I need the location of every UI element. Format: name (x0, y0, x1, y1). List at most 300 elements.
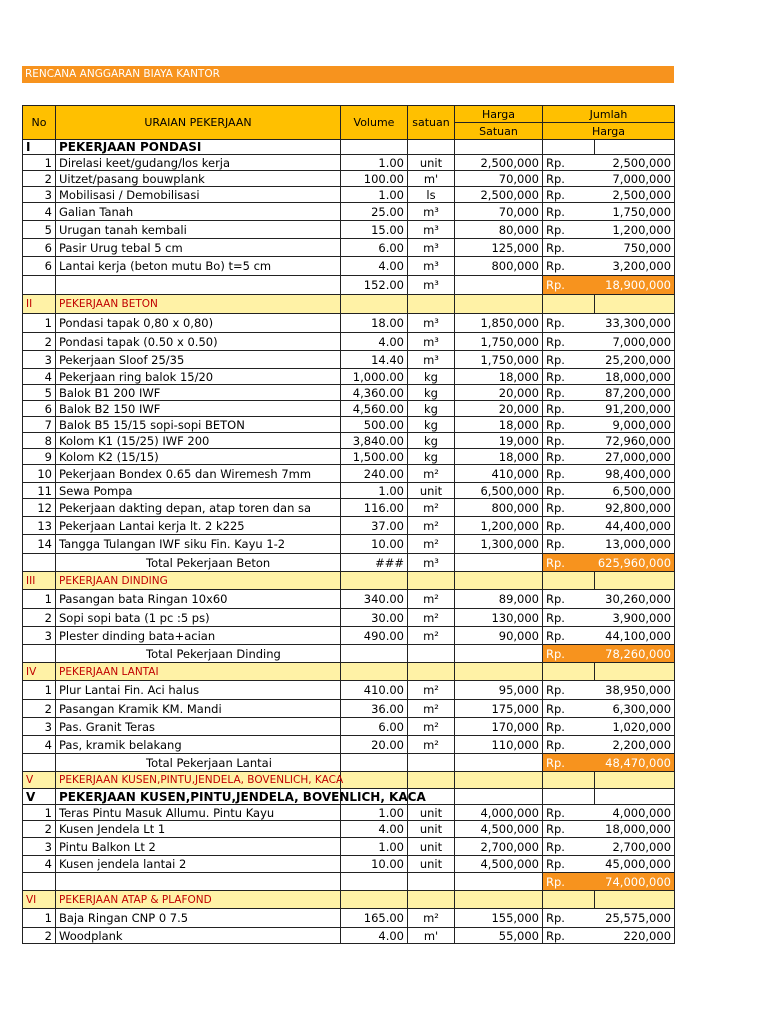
item-amount[interactable]: 6,500,000 (595, 483, 675, 499)
header-volume[interactable]: Volume (341, 106, 408, 140)
item-unit[interactable]: kg (408, 369, 455, 385)
section-number[interactable]: V (23, 789, 56, 805)
total-rp[interactable]: Rp. (543, 554, 595, 572)
section-title[interactable]: PEKERJAAN LANTAI (56, 663, 341, 681)
item-amount[interactable]: 18,000,000 (595, 369, 675, 385)
item-currency[interactable]: Rp. (543, 351, 595, 369)
total-label[interactable]: Total Pekerjaan Beton (56, 554, 341, 572)
item-amount[interactable]: 72,960,000 (595, 433, 675, 449)
total-volume[interactable] (341, 873, 408, 891)
item-number[interactable]: 7 (23, 417, 56, 433)
item-number[interactable]: 2 (23, 333, 56, 351)
cell-jumlah[interactable] (595, 140, 675, 155)
item-unit-price[interactable]: 2,500,000 (455, 187, 543, 203)
total-satuan[interactable] (408, 873, 455, 891)
item-number[interactable]: 13 (23, 517, 56, 535)
item-description[interactable]: Mobilisasi / Demobilisasi (56, 187, 341, 203)
item-amount[interactable]: 220,000 (595, 928, 675, 944)
item-number[interactable]: 3 (23, 838, 56, 856)
item-number[interactable]: 1 (23, 314, 56, 333)
item-unit[interactable]: unit (408, 155, 455, 171)
section-title[interactable]: PEKERJAAN KUSEN,PINTU,JENDELA, BOVENLICH, KACA (56, 772, 341, 789)
item-description[interactable]: Direlasi keet/gudang/los kerja (56, 155, 341, 171)
section-title[interactable]: PEKERJAAN BETON (56, 295, 341, 314)
item-description[interactable]: Plur Lantai Fin. Aci halus (56, 681, 341, 700)
item-number[interactable]: 6 (23, 257, 56, 276)
item-description[interactable]: Plester dinding bata+acian (56, 627, 341, 645)
item-description[interactable]: Kolom K1 (15/25) IWF 200 (56, 433, 341, 449)
cell-harga[interactable] (455, 789, 543, 805)
cell-volume[interactable] (341, 663, 408, 681)
item-number[interactable]: 5 (23, 221, 56, 239)
item-volume[interactable]: 1.00 (341, 838, 408, 856)
item-unit-price[interactable]: 2,500,000 (455, 155, 543, 171)
item-amount[interactable]: 2,200,000 (595, 736, 675, 754)
item-volume[interactable]: 6.00 (341, 718, 408, 736)
item-amount[interactable]: 1,020,000 (595, 718, 675, 736)
item-unit-price[interactable]: 55,000 (455, 928, 543, 944)
item-unit-price[interactable]: 6,500,000 (455, 483, 543, 499)
item-unit-price[interactable]: 1,300,000 (455, 535, 543, 554)
cell-harga[interactable] (455, 645, 543, 663)
total-satuan[interactable]: m³ (408, 554, 455, 572)
item-currency[interactable]: Rp. (543, 821, 595, 838)
item-amount[interactable]: 18,000,000 (595, 821, 675, 838)
item-number[interactable]: 4 (23, 203, 56, 221)
item-amount[interactable]: 2,700,000 (595, 838, 675, 856)
item-description[interactable]: Pekerjaan dakting depan, atap toren dan sa (56, 499, 341, 517)
item-unit[interactable]: unit (408, 838, 455, 856)
item-unit-price[interactable]: 90,000 (455, 627, 543, 645)
item-unit-price[interactable]: 95,000 (455, 681, 543, 700)
item-amount[interactable]: 25,575,000 (595, 909, 675, 928)
cell-rp[interactable] (543, 295, 595, 314)
item-number[interactable]: 4 (23, 856, 56, 873)
item-amount[interactable]: 4,000,000 (595, 805, 675, 821)
item-volume[interactable]: 37.00 (341, 517, 408, 535)
cell-harga[interactable] (455, 572, 543, 590)
cell-satuan[interactable] (408, 140, 455, 155)
cell-satuan[interactable] (408, 891, 455, 909)
item-amount[interactable]: 92,800,000 (595, 499, 675, 517)
total-volume[interactable] (341, 645, 408, 663)
header-uraian[interactable]: URAIAN PEKERJAAN (56, 106, 341, 140)
item-number[interactable]: 11 (23, 483, 56, 499)
item-description[interactable]: Balok B5 15/15 sopi-sopi BETON (56, 417, 341, 433)
item-description[interactable]: Kolom K2 (15/15) (56, 449, 341, 465)
item-unit[interactable]: kg (408, 433, 455, 449)
cell-jumlah[interactable] (595, 772, 675, 789)
item-volume[interactable]: 4.00 (341, 333, 408, 351)
item-volume[interactable]: 1,000.00 (341, 369, 408, 385)
item-volume[interactable]: 165.00 (341, 909, 408, 928)
item-number[interactable]: 1 (23, 155, 56, 171)
item-unit[interactable]: m' (408, 171, 455, 187)
cell-harga[interactable] (455, 276, 543, 295)
item-currency[interactable]: Rp. (543, 627, 595, 645)
item-description[interactable]: Sopi sopi bata (1 pc :5 ps) (56, 609, 341, 627)
item-amount[interactable]: 2,500,000 (595, 187, 675, 203)
item-description[interactable]: Woodplank (56, 928, 341, 944)
item-unit[interactable]: kg (408, 449, 455, 465)
item-unit[interactable]: m² (408, 535, 455, 554)
cell-jumlah[interactable] (595, 663, 675, 681)
total-amount[interactable]: 18,900,000 (595, 276, 675, 295)
total-volume[interactable] (341, 754, 408, 772)
total-label[interactable] (56, 276, 341, 295)
item-amount[interactable]: 3,200,000 (595, 257, 675, 276)
item-unit[interactable]: m² (408, 700, 455, 718)
header-jumlah-bottom[interactable]: Harga (543, 123, 675, 140)
cell-rp[interactable] (543, 140, 595, 155)
item-unit[interactable]: kg (408, 401, 455, 417)
cell-harga[interactable] (455, 891, 543, 909)
item-currency[interactable]: Rp. (543, 856, 595, 873)
item-currency[interactable]: Rp. (543, 838, 595, 856)
total-rp[interactable]: Rp. (543, 645, 595, 663)
section-title[interactable]: PEKERJAAN ATAP & PLAFOND (56, 891, 341, 909)
item-description[interactable]: Kusen Jendela Lt 1 (56, 821, 341, 838)
item-volume[interactable]: 1,500.00 (341, 449, 408, 465)
item-unit-price[interactable]: 1,750,000 (455, 351, 543, 369)
item-amount[interactable]: 1,750,000 (595, 203, 675, 221)
section-title[interactable]: PEKERJAAN KUSEN,PINTU,JENDELA, BOVENLICH, KACA (56, 789, 341, 805)
item-unit[interactable]: kg (408, 417, 455, 433)
cell-harga[interactable] (455, 663, 543, 681)
item-currency[interactable]: Rp. (543, 155, 595, 171)
item-unit-price[interactable]: 20,000 (455, 401, 543, 417)
total-satuan[interactable] (408, 645, 455, 663)
item-unit-price[interactable]: 2,700,000 (455, 838, 543, 856)
cell-harga[interactable] (455, 554, 543, 572)
item-number[interactable]: 14 (23, 535, 56, 554)
item-number[interactable]: 3 (23, 627, 56, 645)
cell-no[interactable] (23, 754, 56, 772)
item-description[interactable]: Pasangan bata Ringan 10x60 (56, 590, 341, 609)
cell-harga[interactable] (455, 772, 543, 789)
item-currency[interactable]: Rp. (543, 499, 595, 517)
item-volume[interactable]: 14.40 (341, 351, 408, 369)
item-number[interactable]: 2 (23, 821, 56, 838)
item-volume[interactable]: 4.00 (341, 821, 408, 838)
item-unit[interactable]: unit (408, 483, 455, 499)
item-description[interactable]: Lantai kerja (beton mutu Bo) t=5 cm (56, 257, 341, 276)
item-currency[interactable]: Rp. (543, 401, 595, 417)
item-unit-price[interactable]: 20,000 (455, 385, 543, 401)
cell-volume[interactable] (341, 772, 408, 789)
item-volume[interactable]: 116.00 (341, 499, 408, 517)
item-volume[interactable]: 25.00 (341, 203, 408, 221)
item-volume[interactable]: 18.00 (341, 314, 408, 333)
item-amount[interactable]: 2,500,000 (595, 155, 675, 171)
item-unit[interactable]: m² (408, 499, 455, 517)
cell-harga[interactable] (455, 873, 543, 891)
section-number[interactable]: I (23, 140, 56, 155)
item-volume[interactable]: 4.00 (341, 257, 408, 276)
section-number[interactable]: III (23, 572, 56, 590)
item-amount[interactable]: 1,200,000 (595, 221, 675, 239)
item-number[interactable]: 1 (23, 590, 56, 609)
header-jumlah-top[interactable]: Jumlah (543, 106, 675, 123)
cell-rp[interactable] (543, 789, 595, 805)
item-amount[interactable]: 750,000 (595, 239, 675, 257)
item-unit-price[interactable]: 19,000 (455, 433, 543, 449)
item-amount[interactable]: 45,000,000 (595, 856, 675, 873)
item-description[interactable]: Pekerjaan Bondex 0.65 dan Wiremesh 7mm (56, 465, 341, 483)
item-unit-price[interactable]: 410,000 (455, 465, 543, 483)
item-description[interactable]: Pasangan Kramik KM. Mandi (56, 700, 341, 718)
item-unit-price[interactable]: 1,850,000 (455, 314, 543, 333)
item-unit[interactable]: m³ (408, 239, 455, 257)
item-unit-price[interactable]: 130,000 (455, 609, 543, 627)
cell-satuan[interactable] (408, 295, 455, 314)
item-number[interactable]: 1 (23, 909, 56, 928)
item-amount[interactable]: 9,000,000 (595, 417, 675, 433)
cell-harga[interactable] (455, 295, 543, 314)
item-number[interactable]: 2 (23, 928, 56, 944)
item-number[interactable]: 2 (23, 171, 56, 187)
total-satuan[interactable] (408, 754, 455, 772)
item-amount[interactable]: 38,950,000 (595, 681, 675, 700)
item-number[interactable]: 6 (23, 401, 56, 417)
item-amount[interactable]: 44,100,000 (595, 627, 675, 645)
item-volume[interactable]: 1.00 (341, 483, 408, 499)
section-number[interactable]: IV (23, 663, 56, 681)
item-currency[interactable]: Rp. (543, 909, 595, 928)
item-description[interactable]: Pas. Granit Teras (56, 718, 341, 736)
item-volume[interactable]: 340.00 (341, 590, 408, 609)
cell-rp[interactable] (543, 663, 595, 681)
item-number[interactable]: 1 (23, 805, 56, 821)
item-amount[interactable]: 27,000,000 (595, 449, 675, 465)
item-unit-price[interactable]: 125,000 (455, 239, 543, 257)
item-amount[interactable]: 7,000,000 (595, 171, 675, 187)
item-unit[interactable]: m³ (408, 221, 455, 239)
item-volume[interactable]: 1.00 (341, 805, 408, 821)
item-amount[interactable]: 91,200,000 (595, 401, 675, 417)
item-volume[interactable]: 20.00 (341, 736, 408, 754)
item-unit-price[interactable]: 110,000 (455, 736, 543, 754)
item-unit[interactable]: unit (408, 805, 455, 821)
item-unit-price[interactable]: 18,000 (455, 417, 543, 433)
item-number[interactable]: 5 (23, 385, 56, 401)
item-description[interactable]: Tangga Tulangan IWF siku Fin. Kayu 1-2 (56, 535, 341, 554)
section-number[interactable]: II (23, 295, 56, 314)
total-label[interactable] (56, 873, 341, 891)
cell-harga[interactable] (455, 754, 543, 772)
item-volume[interactable]: 490.00 (341, 627, 408, 645)
item-number[interactable]: 4 (23, 736, 56, 754)
cell-jumlah[interactable] (595, 891, 675, 909)
item-description[interactable]: Baja Ringan CNP 0 7.5 (56, 909, 341, 928)
item-currency[interactable]: Rp. (543, 203, 595, 221)
item-currency[interactable]: Rp. (543, 465, 595, 483)
item-unit-price[interactable]: 18,000 (455, 449, 543, 465)
item-currency[interactable]: Rp. (543, 736, 595, 754)
item-amount[interactable]: 3,900,000 (595, 609, 675, 627)
item-unit-price[interactable]: 1,750,000 (455, 333, 543, 351)
total-volume[interactable]: 152.00 (341, 276, 408, 295)
item-amount[interactable]: 98,400,000 (595, 465, 675, 483)
item-unit[interactable]: m² (408, 627, 455, 645)
item-currency[interactable]: Rp. (543, 483, 595, 499)
item-number[interactable]: 1 (23, 681, 56, 700)
item-volume[interactable]: 30.00 (341, 609, 408, 627)
item-amount[interactable]: 87,200,000 (595, 385, 675, 401)
header-satuan[interactable]: satuan (408, 106, 455, 140)
item-description[interactable]: Pekerjaan ring balok 15/20 (56, 369, 341, 385)
item-unit-price[interactable]: 89,000 (455, 590, 543, 609)
item-volume[interactable]: 10.00 (341, 856, 408, 873)
total-label[interactable]: Total Pekerjaan Dinding (56, 645, 341, 663)
cell-satuan[interactable] (408, 572, 455, 590)
item-unit[interactable]: m² (408, 590, 455, 609)
item-unit[interactable]: m² (408, 736, 455, 754)
item-number[interactable]: 3 (23, 187, 56, 203)
item-description[interactable]: Pas, kramik belakang (56, 736, 341, 754)
item-amount[interactable]: 25,200,000 (595, 351, 675, 369)
item-unit[interactable]: m² (408, 681, 455, 700)
section-number[interactable]: V (23, 772, 56, 789)
item-currency[interactable]: Rp. (543, 369, 595, 385)
cell-jumlah[interactable] (595, 789, 675, 805)
total-amount[interactable]: 625,960,000 (595, 554, 675, 572)
cell-rp[interactable] (543, 891, 595, 909)
item-description[interactable]: Sewa Pompa (56, 483, 341, 499)
item-volume[interactable]: 10.00 (341, 535, 408, 554)
cell-no[interactable] (23, 645, 56, 663)
item-volume[interactable]: 1.00 (341, 187, 408, 203)
item-unit-price[interactable]: 4,000,000 (455, 805, 543, 821)
total-rp[interactable]: Rp. (543, 873, 595, 891)
item-description[interactable]: Kusen jendela lantai 2 (56, 856, 341, 873)
item-unit-price[interactable]: 70,000 (455, 171, 543, 187)
item-number[interactable]: 8 (23, 433, 56, 449)
item-volume[interactable]: 100.00 (341, 171, 408, 187)
item-description[interactable]: Pondasi tapak (0.50 x 0.50) (56, 333, 341, 351)
item-unit-price[interactable]: 4,500,000 (455, 856, 543, 873)
item-unit[interactable]: unit (408, 856, 455, 873)
total-satuan[interactable]: m³ (408, 276, 455, 295)
item-currency[interactable]: Rp. (543, 171, 595, 187)
item-volume[interactable]: 3,840.00 (341, 433, 408, 449)
item-number[interactable]: 2 (23, 609, 56, 627)
item-description[interactable]: Pintu Balkon Lt 2 (56, 838, 341, 856)
cell-volume[interactable] (341, 295, 408, 314)
item-unit-price[interactable]: 800,000 (455, 499, 543, 517)
item-number[interactable]: 10 (23, 465, 56, 483)
item-number[interactable]: 3 (23, 718, 56, 736)
item-currency[interactable]: Rp. (543, 449, 595, 465)
item-currency[interactable]: Rp. (543, 805, 595, 821)
header-no[interactable]: No (23, 106, 56, 140)
item-amount[interactable]: 33,300,000 (595, 314, 675, 333)
cell-jumlah[interactable] (595, 572, 675, 590)
cell-volume[interactable] (341, 891, 408, 909)
item-description[interactable]: Galian Tanah (56, 203, 341, 221)
cell-rp[interactable] (543, 572, 595, 590)
total-label[interactable]: Total Pekerjaan Lantai (56, 754, 341, 772)
cell-no[interactable] (23, 554, 56, 572)
item-currency[interactable]: Rp. (543, 187, 595, 203)
item-unit-price[interactable]: 70,000 (455, 203, 543, 221)
item-amount[interactable]: 44,400,000 (595, 517, 675, 535)
item-currency[interactable]: Rp. (543, 609, 595, 627)
item-unit-price[interactable]: 4,500,000 (455, 821, 543, 838)
cell-volume[interactable] (341, 572, 408, 590)
item-volume[interactable]: 36.00 (341, 700, 408, 718)
cell-satuan[interactable] (408, 772, 455, 789)
header-harga-top[interactable]: Harga (455, 106, 543, 123)
header-harga-bottom[interactable]: Satuan (455, 123, 543, 140)
total-amount[interactable]: 74,000,000 (595, 873, 675, 891)
item-currency[interactable]: Rp. (543, 417, 595, 433)
item-unit[interactable]: m² (408, 609, 455, 627)
item-description[interactable]: Balok B2 150 IWF (56, 401, 341, 417)
item-description[interactable]: Pasir Urug tebal 5 cm (56, 239, 341, 257)
item-unit[interactable]: kg (408, 385, 455, 401)
item-volume[interactable]: 4,560.00 (341, 401, 408, 417)
item-currency[interactable]: Rp. (543, 239, 595, 257)
item-unit[interactable]: m³ (408, 351, 455, 369)
item-unit-price[interactable]: 80,000 (455, 221, 543, 239)
total-amount[interactable]: 48,470,000 (595, 754, 675, 772)
cell-rp[interactable] (543, 772, 595, 789)
item-unit-price[interactable]: 1,200,000 (455, 517, 543, 535)
item-unit-price[interactable]: 175,000 (455, 700, 543, 718)
item-number[interactable]: 2 (23, 700, 56, 718)
item-description[interactable]: Balok B1 200 IWF (56, 385, 341, 401)
item-description[interactable]: Pekerjaan Lantai kerja lt. 2 k225 (56, 517, 341, 535)
item-currency[interactable]: Rp. (543, 590, 595, 609)
item-unit[interactable]: m³ (408, 314, 455, 333)
item-description[interactable]: Teras Pintu Masuk Allumu. Pintu Kayu (56, 805, 341, 821)
total-volume[interactable]: ### (341, 554, 408, 572)
total-rp[interactable]: Rp. (543, 276, 595, 295)
item-volume[interactable]: 240.00 (341, 465, 408, 483)
item-unit-price[interactable]: 155,000 (455, 909, 543, 928)
item-amount[interactable]: 13,000,000 (595, 535, 675, 554)
item-volume[interactable]: 1.00 (341, 155, 408, 171)
section-number[interactable]: VI (23, 891, 56, 909)
cell-satuan[interactable] (408, 663, 455, 681)
item-volume[interactable]: 410.00 (341, 681, 408, 700)
section-title[interactable]: PEKERJAAN PONDASI (56, 140, 341, 155)
item-number[interactable]: 3 (23, 351, 56, 369)
item-unit[interactable]: m² (408, 465, 455, 483)
item-unit[interactable]: m³ (408, 203, 455, 221)
total-rp[interactable]: Rp. (543, 754, 595, 772)
item-number[interactable]: 9 (23, 449, 56, 465)
item-currency[interactable]: Rp. (543, 681, 595, 700)
item-unit[interactable]: m' (408, 928, 455, 944)
item-unit[interactable]: m² (408, 909, 455, 928)
item-unit[interactable]: m² (408, 718, 455, 736)
item-currency[interactable]: Rp. (543, 257, 595, 276)
item-currency[interactable]: Rp. (543, 928, 595, 944)
item-amount[interactable]: 6,300,000 (595, 700, 675, 718)
item-unit[interactable]: unit (408, 821, 455, 838)
item-unit-price[interactable]: 170,000 (455, 718, 543, 736)
cell-no[interactable] (23, 276, 56, 295)
cell-harga[interactable] (455, 140, 543, 155)
cell-volume[interactable] (341, 140, 408, 155)
item-number[interactable]: 4 (23, 369, 56, 385)
item-volume[interactable]: 4.00 (341, 928, 408, 944)
item-description[interactable]: Uitzet/pasang bouwplank (56, 171, 341, 187)
item-unit[interactable]: ls (408, 187, 455, 203)
item-amount[interactable]: 7,000,000 (595, 333, 675, 351)
